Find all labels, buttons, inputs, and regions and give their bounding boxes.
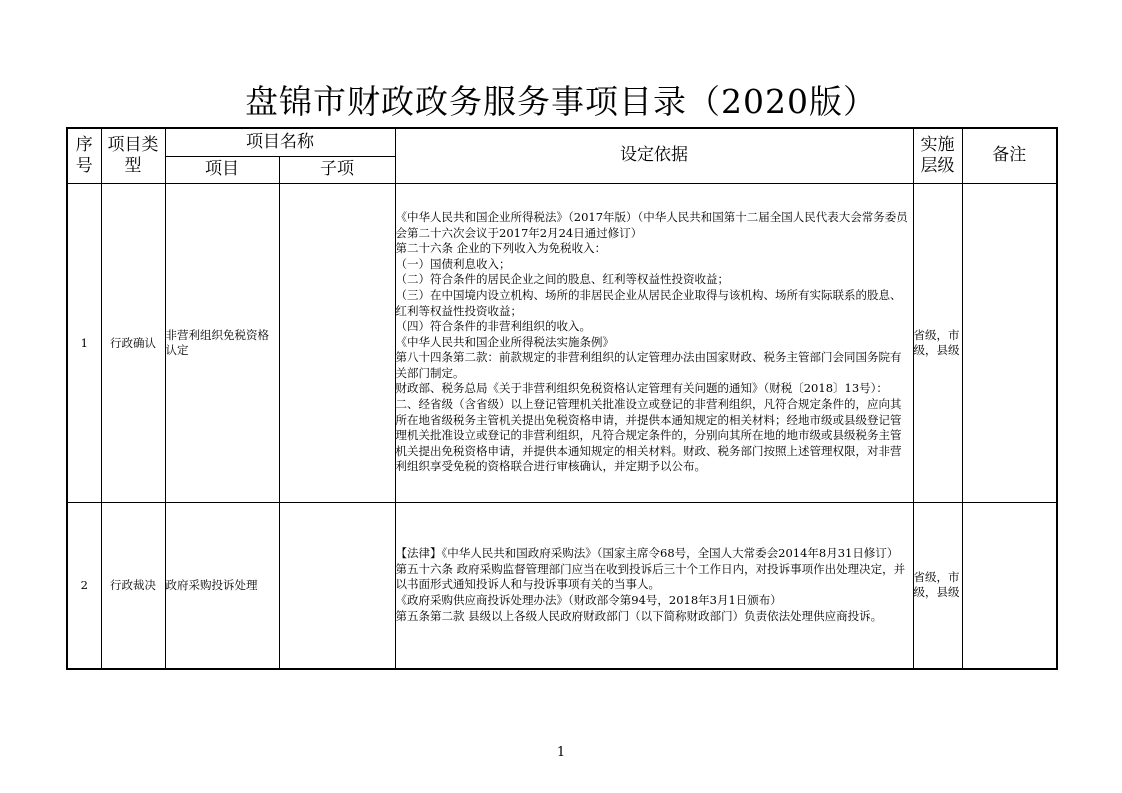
basis-line: 第五条第二款 县级以上各级人民政府财政部门（以下简称财政部门）负责依法处理供应商投诉。 — [395, 608, 883, 623]
basis-line: （四）符合条件的非营利组织的收入。 — [395, 319, 591, 334]
row-subitem — [279, 502, 395, 669]
row-seq: 2 — [67, 502, 101, 669]
basis-line: 第八十四条第二款：前款规定的非营利组织的认定管理办法由国家财政、税务主管部门会同国务院有关部门制定。 — [395, 350, 902, 380]
header-item: 项目 — [165, 156, 279, 183]
header-remark: 备注 — [962, 128, 1057, 183]
basis-line: （二）符合条件的居民企业之间的股息、红利等权益性投资收益； — [395, 272, 729, 287]
row-remark — [962, 183, 1057, 502]
table-row — [67, 183, 1057, 502]
basis-line: （三）在中国境内设立机构、场所的非居民企业从居民企业取得与该机构、场所有实际联系的股息、红利等权益性投资收益； — [395, 287, 902, 318]
header-subitem: 子项 — [279, 156, 395, 183]
basis-line: 二、经省级（含省级）以上登记管理机关批准设立或登记的非营利组织，凡符合规定条件的，应向其所在地省级税务主管机关提出免税资格申请，并提供本通知规定的相关材料；经地市级或县级登记管理机关批准设立或登记的非营利组织，凡符合规定条件的，分别向其所在地的地市级或县级税务主管机关提出免税资格申请，并提供本通知规定的相关材料。财政、税务部门按照上述管理权限，对非营利组织享受免税的资格联合进行审核确认，并定期予以公布。 — [395, 397, 902, 474]
row-item: 非营利组织免税资格认定 — [165, 183, 279, 502]
row-basis — [395, 183, 913, 502]
row-type: 行政裁决 — [101, 502, 165, 669]
basis-line: 《中华人民共和国企业所得税法》（2017年版）（中华人民共和国第十二届全国人民代表大会常务委员会第二十六次会议于2017年2月24日通过修订） — [395, 209, 908, 240]
basis-line: 财政部、税务总局《关于非营利组织免税资格认定管理有关问题的通知》（财税〔2018〕13号）： — [395, 381, 888, 396]
row-level: 省级，市级，县级 — [913, 502, 962, 669]
header-type: 项目类型 — [101, 128, 165, 183]
row-type: 行政确认 — [101, 183, 165, 502]
basis-line: 《中华人民共和国企业所得税法实施条例》 — [395, 334, 614, 349]
row-subitem — [279, 183, 395, 502]
header-level: 实施层级 — [913, 128, 962, 183]
page-title: 盘锦市财政政务服务事项目录（2020版） — [245, 82, 877, 121]
page-number: 1 — [556, 745, 566, 760]
row-item: 政府采购投诉处理 — [165, 502, 279, 669]
row-basis — [395, 502, 913, 669]
header-seq: 序号 — [67, 128, 101, 183]
basis-line: 第二十六条 企业的下列收入为免税收入： — [395, 241, 607, 256]
header-basis: 设定依据 — [395, 128, 913, 183]
row-level: 省级，市级，县级 — [913, 183, 962, 502]
basis-line: （一）国债利息收入； — [395, 256, 511, 271]
basis-line: 《政府采购供应商投诉处理办法》（财政部令第94号，2018年3月1日颁布） — [395, 593, 782, 608]
basis-line: 第五十六条 政府采购监督管理部门应当在收到投诉后三十个工作日内，对投诉事项作出处理决定，并以书面形式通知投诉人和与投诉事项有关的当事人。 — [395, 561, 906, 592]
row-seq: 1 — [67, 183, 101, 502]
row-remark — [962, 502, 1057, 669]
catalog-table — [66, 127, 1058, 670]
basis-line: 【法律】《中华人民共和国政府采购法》（国家主席令68号，全国人大常委会2014年8月31日修订） — [395, 546, 899, 561]
table-row — [67, 502, 1057, 669]
header-name-group: 项目名称 — [165, 128, 395, 156]
